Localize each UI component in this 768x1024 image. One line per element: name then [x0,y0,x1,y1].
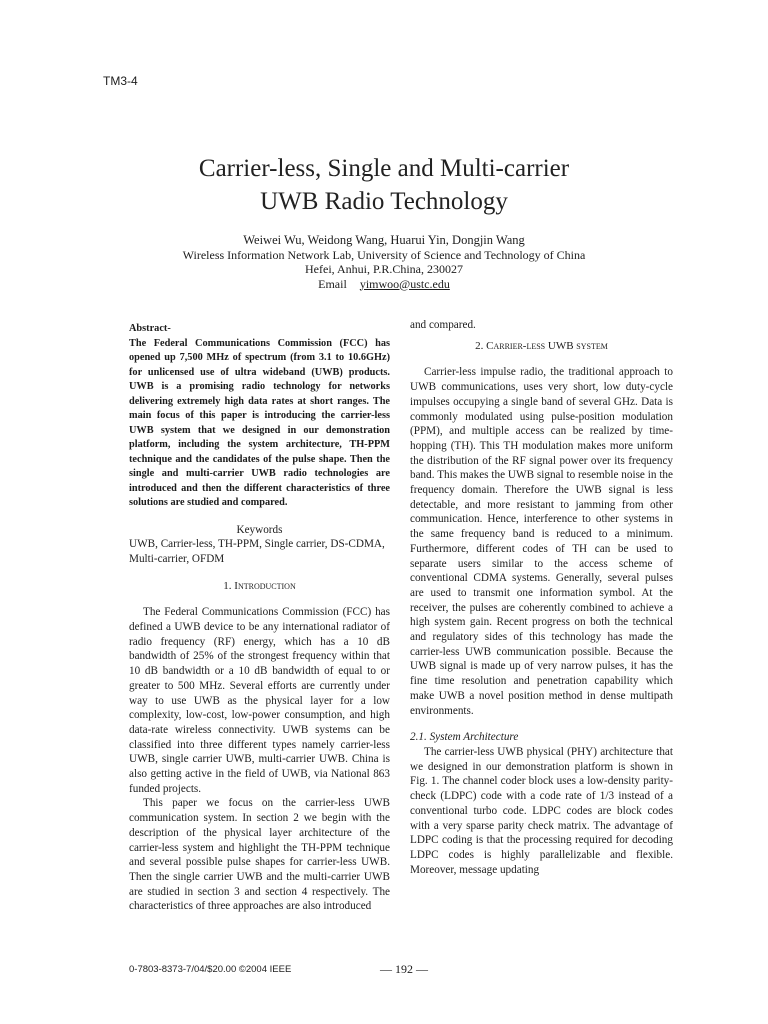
section-2-paragraph: Carrier-less impulse radio, the traditional approach to UWB communications, uses very short, low duty-cycle impulses occupying a single band of several GHz. Data is commonly modulated using pulse-position modulation (PPM), and multiple access can be realized by time-hopping (TH). This TH modulation makes more uniform the distribution of the RF signal power over its frequency band. This makes the UWB signal to resemble noise in the frequency domain. Therefore the UWB signal is less detectable, and more resistant to jamming from other communication. Hence, interference to other systems in the same frequency band is reduced to a minimum. Furthermore, different codes of TH can be used to separate users similar to the access scheme of conventional CDMA systems. Generally, several pulses are used to transmit one information symbol. At the receiver, the pulses are coherently combined to achieve a high system gain. Recent progress on both the technical and regulatory sides of this technology has made the carrier-less UWB communication possible. Because the UWB signal is made up of very narrow pulses, it has the fine time resolution and penetration capability which make UWB a novel position method in dense multipath environments. [410,366,673,717]
footer-copyright: 0-7803-8373-7/04/$20.00 ©2004 IEEE [129,964,292,975]
author-address: Hefei, Anhui, P.R.China, 230027 [305,262,463,276]
title-line-2: UWB Radio Technology [260,188,508,215]
abstract-heading: Abstract- [129,323,171,334]
continuation-text: and compared. [410,319,476,331]
introduction-paragraph-2: This paper we focus on the carrier-less UWB communication system. In section 2 we begin with the description of the physical layer architecture of the carrier-less system and highlight the TH-PPM technique and several possible pulse shapes for carrier-less UWB. Then the single carrier UWB and the multi-carrier UWB are studied in section 3 and section 4 respectively. The characteristics of three approaches are also introduced [129,797,390,913]
abstract-text: The Federal Communications Commission (FCC) has opened up 7,500 MHz of spectrum (from 3.1 to 10.6GHz) for unlicensed use of ultra wideband (UWB) products. UWB is a promising radio technology for networks delivering extremely high data rates at short ranges. The main focus of this paper is introducing the carrier-less UWB system that we designed in our demonstration platform, including the system architecture, TH-PPM technique and the candidates of the pulse shape. Then the single and multi-carrier UWB radio technologies are introduced and then the different characteristics of three solutions are studied and compared. [129,337,390,508]
introduction-paragraph-1: The Federal Communications Commission (FCC) has defined a UWB device to be any international radiator of radio frequency (RF) energy, which has a 10 dB bandwidth of 25% of the strongest frequency within that 10 dB bandwidth or a 10 dB bandwidth of equal to or greater to 500 MHz. Several efforts are currently under way to use UWB as the physical layer for a low complexity, low-cost, low-power consumption, and high data-rate wireless connectivity. UWB systems can be classified into three different types namely carrier-less UWB, single carrier UWB, multi-carrier UWB. China is also getting active in the field of UWB, via National 863 funded projects. [129,606,390,795]
introduction-heading: 1. Introduction [223,579,296,592]
email-link[interactable]: yimwoo@ustc.edu [359,276,450,291]
abstract [129,322,390,511]
email-label: Email [318,276,347,291]
keywords-heading: Keywords [236,523,283,536]
right-column [410,318,673,877]
page-number: — 192 — [380,962,428,976]
author-names: Weiwei Wu, Weidong Wang, Huarui Yin, Dongjin Wang [243,233,525,247]
author-block [0,233,768,291]
keywords-text: UWB, Carrier-less, TH-PPM, Single carrier, DS-CDMA, Multi-carrier, OFDM [129,538,385,565]
subsection-2-1-heading: 2.1. System Architecture [410,731,519,744]
author-affiliation: Wireless Information Network Lab, University of Science and Technology of China [182,247,586,262]
paper-title [0,152,768,218]
left-column [129,322,390,914]
subsection-2-1-paragraph: The carrier-less UWB physical (PHY) architecture that we designed in our demonstration platform is shown in Fig. 1. The channel coder block uses a low-density parity-check (LDPC) code with a code rate of 1/3 instead of a conventional turbo code. LDPC codes are block codes with a very sparse parity check matrix. The advantage of LDPC coding is that the processing required for decoding LDPC codes is highly parallelizable and flexible. Moreover, message updating [410,745,673,876]
paper-code: TM3-4 [103,74,138,88]
section-2-heading: 2. Carrier-less UWB system [475,339,608,352]
email-line [0,277,768,292]
title-line-1: Carrier-less, Single and Multi-carrier [198,155,570,182]
